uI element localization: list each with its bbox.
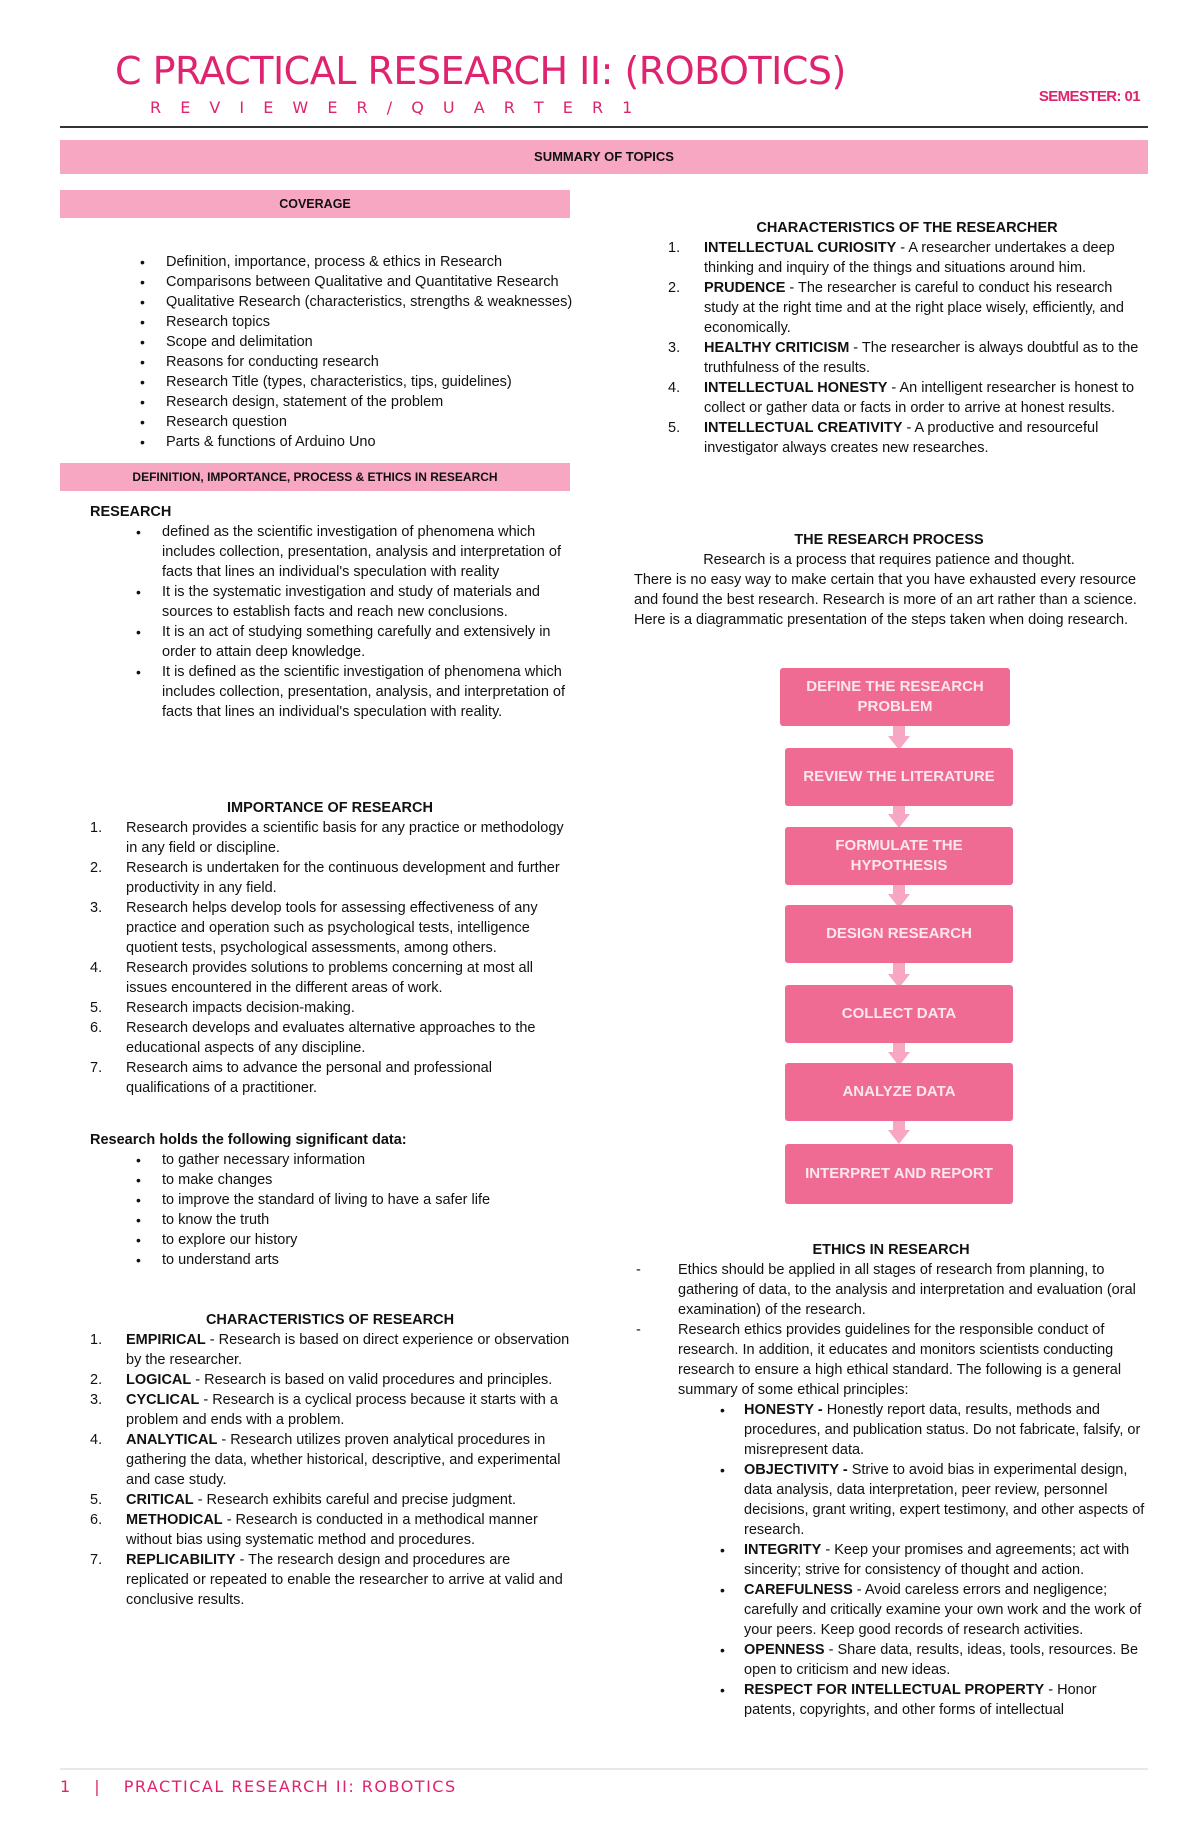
list-item: 1. Research provides a scientific basis for any practice or methodology in any field or discipline. bbox=[90, 820, 564, 856]
characteristics-section bbox=[90, 1310, 570, 1610]
page-footer bbox=[60, 1777, 457, 1796]
list-item: • defined as the scientific investigation of phenomena which includes collection, presentation, analysis and interpretation of facts that lines an individual's speculation with reality bbox=[126, 522, 580, 582]
ethical-principles-list bbox=[636, 1400, 1146, 1720]
list-item: 6. METHODICAL - Research is conducted in a methodical manner without bias using systematic method and procedures. bbox=[90, 1512, 538, 1548]
flow-step-design: DESIGN RESEARCH bbox=[785, 905, 1013, 963]
list-item: 4. ANALYTICAL - Research utilizes proven analytical procedures in gathering the data, whether historical, descriptive, and experimental and case study. bbox=[90, 1432, 561, 1488]
list-item: 3. CYCLICAL - Research is a cyclical process because it starts with a problem and ends with a problem. bbox=[90, 1392, 558, 1428]
list-item: • Comparisons between Qualitative and Quantitative Research bbox=[130, 272, 610, 292]
list-item: 1. EMPIRICAL - Research is based on direct experience or observation by the researcher. bbox=[90, 1332, 570, 1368]
document-title: C PRACTICAL RESEARCH II: (ROBOTICS) bbox=[115, 49, 846, 93]
flow-step-review: REVIEW THE LITERATURE bbox=[785, 748, 1013, 806]
list-item: 1. INTELLECTUAL CURIOSITY - A researcher undertakes a deep thinking and inquiry of the things and situations around him. bbox=[668, 240, 1115, 276]
researcher-list bbox=[668, 238, 1146, 458]
significant-heading: Research holds the following significant data: bbox=[90, 1132, 407, 1148]
research-heading: RESEARCH bbox=[90, 504, 172, 520]
footer-separator: | bbox=[94, 1777, 102, 1796]
research-section bbox=[90, 502, 580, 722]
list-item: • HONESTY - Honestly report data, results, methods and procedures, and publication status. Do not fabricate, falsify, or misrepresent data. bbox=[720, 1400, 1146, 1460]
process-section bbox=[634, 530, 1144, 630]
list-item: 4. Research provides solutions to problems concerning at most all issues encountered in the different areas of work. bbox=[90, 960, 534, 996]
semester-label: SEMESTER: 01 bbox=[1038, 88, 1140, 105]
list-item: 3. Research helps develop tools for assessing effectiveness of any practice and operation such as psychological tests, intelligence quotient tests, psychological assessments, among others. bbox=[90, 900, 538, 956]
header-divider bbox=[60, 126, 1148, 128]
list-item: 7. Research aims to advance the personal and professional qualifications of a practitioner. bbox=[90, 1060, 492, 1096]
list-item: • Qualitative Research (characteristics, strengths & weaknesses) bbox=[130, 292, 610, 312]
list-item: • Research topics bbox=[130, 312, 610, 332]
list-item: • to gather necessary information bbox=[126, 1150, 570, 1170]
list-item: • to improve the standard of living to have a safer life bbox=[126, 1190, 570, 1210]
list-item: 5. Research impacts decision-making. bbox=[90, 1000, 355, 1016]
flow-step-formulate: FORMULATE THE HYPOTHESIS bbox=[785, 827, 1013, 885]
list-item: 2. PRUDENCE - The researcher is careful to conduct his research study at the right time and at the right place wisely, efficiently, and economically. bbox=[668, 280, 1124, 336]
list-item: • Research question bbox=[130, 412, 610, 432]
list-item: • It is defined as the scientific investigation of phenomena which includes collection, presentation, analysis, and interpretation of facts that lines an individual's speculation with reality. bbox=[126, 662, 580, 722]
definition-band: DEFINITION, IMPORTANCE, PROCESS & ETHICS IN RESEARCH bbox=[60, 463, 570, 491]
list-item: 3. HEALTHY CRITICISM - The researcher is always doubtful as to the truthfulness of the results. bbox=[668, 340, 1139, 376]
list-item: 2. Research is undertaken for the continuous development and further productivity in any field. bbox=[90, 860, 560, 896]
document-subtitle: R E V I E W E R / Q U A R T E R 1 bbox=[150, 98, 640, 117]
footer-divider bbox=[60, 1768, 1148, 1770]
list-item: 5. CRITICAL - Research exhibits careful and precise judgment. bbox=[90, 1492, 517, 1508]
page-number: 1 bbox=[60, 1777, 72, 1796]
list-item: 4. INTELLECTUAL HONESTY - An intelligent researcher is honest to collect or gather data or facts in order to arrive at honest results. bbox=[668, 380, 1135, 416]
list-item: • to explore our history bbox=[126, 1230, 570, 1250]
characteristics-heading: CHARACTERISTICS OF RESEARCH bbox=[205, 1312, 455, 1328]
list-item: • It is an act of studying something carefully and extensively in order to attain deep knowledge. bbox=[126, 622, 580, 662]
importance-heading: IMPORTANCE OF RESEARCH bbox=[227, 800, 433, 816]
list-item: • CAREFULNESS - Avoid careless errors and negligence; carefully and critically examine your own work and the work of your peers. Keep good records of research activities. bbox=[720, 1580, 1146, 1640]
list-item: • to know the truth bbox=[126, 1210, 570, 1230]
researcher-section bbox=[668, 218, 1146, 458]
flow-step-collect: COLLECT DATA bbox=[785, 985, 1013, 1043]
list-item: • Parts & functions of Arduino Uno bbox=[130, 432, 610, 452]
list-item: • Reasons for conducting research bbox=[130, 352, 610, 372]
ethics-heading: ETHICS IN RESEARCH bbox=[812, 1242, 970, 1258]
list-item: 7. REPLICABILITY - The research design and procedures are replicated or repeated to enable the researcher to arrive at valid and conclusive results. bbox=[90, 1552, 563, 1608]
list-item: • INTEGRITY - Keep your promises and agreements; act with sincerity; strive for consistency of thought and action. bbox=[720, 1540, 1146, 1580]
researcher-heading: CHARACTERISTICS OF THE RESEARCHER bbox=[756, 220, 1058, 236]
coverage-list bbox=[90, 252, 610, 452]
list-item: 2. LOGICAL - Research is based on valid procedures and principles. bbox=[90, 1372, 553, 1388]
down-arrow-icon bbox=[888, 724, 910, 750]
list-item: • RESPECT FOR INTELLECTUAL PROPERTY - Honor patents, copyrights, and other forms of intellectual bbox=[720, 1680, 1146, 1720]
summary-band: SUMMARY OF TOPICS bbox=[60, 140, 1148, 174]
significant-section bbox=[90, 1130, 570, 1270]
down-arrow-icon bbox=[888, 1118, 910, 1144]
importance-section bbox=[90, 798, 570, 1098]
list-item: • Definition, importance, process & ethics in Research bbox=[130, 252, 610, 272]
list-item: • OPENNESS - Share data, results, ideas, tools, resources. Be open to criticism and new ideas. bbox=[720, 1640, 1146, 1680]
ethics-section bbox=[636, 1240, 1146, 1720]
list-item: • to make changes bbox=[126, 1170, 570, 1190]
flow-step-analyze: ANALYZE DATA bbox=[785, 1063, 1013, 1121]
list-item: 5. INTELLECTUAL CREATIVITY - A productive and resourceful investigator always creates new researches. bbox=[668, 420, 1099, 456]
list-item: • to understand arts bbox=[126, 1250, 570, 1270]
flow-step-define: DEFINE THE RESEARCH PROBLEM bbox=[780, 668, 1010, 726]
ethics-list bbox=[636, 1260, 1146, 1400]
list-item: • OBJECTIVITY - Strive to avoid bias in experimental design, data analysis, data interpretation, peer review, personnel decisions, grant writing, expert testimony, and other aspects of research. bbox=[720, 1460, 1146, 1540]
list-item: - Research ethics provides guidelines for the responsible conduct of research. In addition, it educates and monitors scientists conducting research to ensure a high ethical standard. The following is a general summary of some ethical principles: bbox=[636, 1322, 1122, 1398]
footer-text: PRACTICAL RESEARCH II: ROBOTICS bbox=[123, 1777, 457, 1796]
list-item: • Research Title (types, characteristics, tips, guidelines) bbox=[130, 372, 610, 392]
list-item: • It is the systematic investigation and study of materials and sources to establish facts and reach new conclusions. bbox=[126, 582, 580, 622]
process-intro-rest: There is no easy way to make certain that you have exhausted every resource and found the best research. Research is more of an art rather than a science. Here is a diagrammatic presentation of the steps taken when doing research. bbox=[634, 572, 1137, 628]
research-list bbox=[126, 522, 580, 722]
list-item: • Research design, statement of the problem bbox=[130, 392, 610, 412]
coverage-band: COVERAGE bbox=[60, 190, 570, 218]
importance-list bbox=[90, 818, 570, 1098]
significant-list bbox=[126, 1150, 570, 1270]
list-item: 6. Research develops and evaluates alternative approaches to the educational aspects of any discipline. bbox=[90, 1020, 536, 1056]
process-intro-first: Research is a process that requires patience and thought. bbox=[703, 552, 1075, 568]
process-heading: THE RESEARCH PROCESS bbox=[794, 532, 984, 548]
list-item: • Scope and delimitation bbox=[130, 332, 610, 352]
characteristics-list bbox=[90, 1330, 570, 1610]
list-item: - Ethics should be applied in all stages of research from planning, to gathering of data, to the analysis and interpretation and evaluation (oral examination) of the research. bbox=[636, 1262, 1136, 1318]
flow-step-interpret: INTERPRET AND REPORT bbox=[785, 1144, 1013, 1204]
